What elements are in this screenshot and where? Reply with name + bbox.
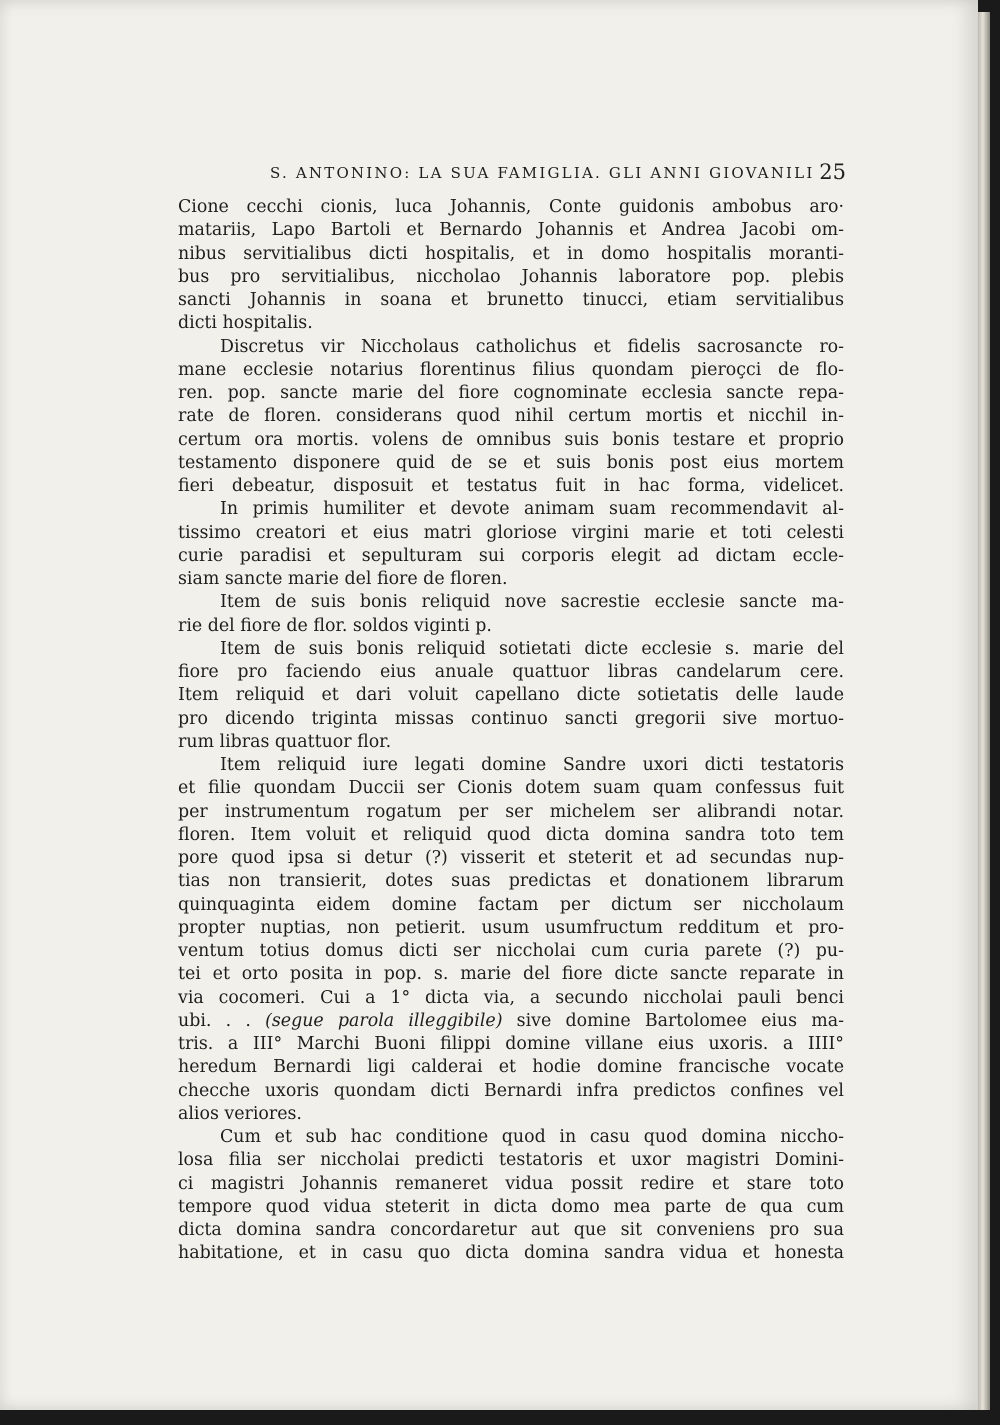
text-line: bus pro servitialibus, niccholao Johannis laboratore pop. plebis <box>178 266 844 287</box>
text-line: Item de suis bonis reliquid nove sacrestie ecclesie sancte ma- <box>220 592 844 613</box>
text-line: fiore pro faciendo eius anuale quattuor libras candelarum cere. <box>178 662 844 682</box>
page-number: 25 <box>819 160 846 184</box>
text-line: checche uxoris quondam dicti Bernardi infra predictos confines vel <box>178 1080 844 1101</box>
text-line: habitatione, et in casu quo dicta domina sandra vidua et honesta <box>178 1243 844 1264</box>
text-line: rate de floren. considerans quod nihil certum mortis et nicchil in- <box>178 406 844 427</box>
text-line: siam sancte marie del fiore de floren. <box>178 569 508 589</box>
text-line: matariis, Lapo Bartoli et Bernardo Johannis et Andrea Jacobi om- <box>178 220 844 241</box>
text-line: tei et orto posita in pop. s. marie del fiore dicte sancte reparate in <box>178 964 844 985</box>
text-line: pore quod ipsa si detur (?) visserit et steterit et ad secundas nup- <box>178 848 844 868</box>
text-line: tias non transierit, dotes suas predictas et donationem librarum <box>178 871 844 892</box>
text-line: per instrumentum rogatum per ser michelem ser alibrandi notar. <box>178 801 844 822</box>
text-fragment: sive domine Bartolomee eius ma- <box>502 1010 844 1031</box>
text-line: rum libras quattuor flor. <box>178 731 392 752</box>
text-line: dicta domina sandra concordaretur aut que sit conveniens pro sua <box>178 1220 844 1240</box>
text-fragment: ubi. . . <box>178 1010 266 1031</box>
text-line: certum ora mortis. volens de omnibus suis bonis testare et proprio <box>178 429 844 450</box>
text-line: heredum Bernardi ligi calderai et hodie domine francische vocate <box>178 1057 844 1078</box>
text-line: losa filia ser niccholai predicti testatoris et uxor magistri Domini- <box>178 1150 844 1171</box>
text-line: dicti hospitalis. <box>178 313 313 334</box>
text-line: tissimo creatori et eius matri gloriose virgini marie et toti celesti <box>178 522 844 543</box>
text-line: tris. a III° Marchi Buoni filippi domine villane eius uxoris. a IIII° <box>178 1034 844 1054</box>
text-line: ren. pop. sancte marie del fiore cognominate ecclesia sancte repa- <box>178 383 844 403</box>
text-line: via cocomeri. Cui a 1° dicta via, a secundo niccholai pauli benci <box>178 987 844 1008</box>
text-line: curie paradisi et sepulturam sui corporis elegit ad dictam eccle- <box>178 545 844 566</box>
text-line: Item reliquid iure legati domine Sandre uxori dicti testatoris <box>220 755 844 775</box>
running-title: S. ANTONINO: LA SUA FAMIGLIA. GLI ANNI GIOVANILI <box>270 164 815 182</box>
text-line: alios veriores. <box>178 1103 302 1124</box>
text-line: Cum et sub hac conditione quod in casu quod domina niccho- <box>220 1127 844 1147</box>
text-line: mane ecclesie notarius florentinus filius quondam pieroçci de flo- <box>178 359 844 380</box>
text-line: testamento disponere quid de se et suis bonis post eius mortem <box>178 452 844 473</box>
text-line: propter nuptias, non petierit. usum usumfructum redditum et pro- <box>178 917 844 938</box>
text-line: sancti Johannis in soana et brunetto tinucci, etiam servitialibus <box>178 290 844 310</box>
book-page-edge <box>978 12 990 1410</box>
text-line: tempore quod vidua steterit in dicta domo mea parte de qua cum <box>178 1196 844 1217</box>
text-line: Discretus vir Niccholaus catholichus et fidelis sacrosancte ro- <box>220 336 844 357</box>
editorial-note: (segue parola illeggibile) <box>265 1010 503 1031</box>
text-line: fieri debeatur, disposuit et testatus fuit in hac forma, videlicet. <box>178 476 844 496</box>
text-line: Item de suis bonis reliquid sotietati dicte ecclesie s. marie del <box>220 638 844 659</box>
text-line: nibus servitialibus dicti hospitalis, et in domo hospitalis moranti- <box>178 243 844 264</box>
text-line: floren. Item voluit et reliquid quod dicta domina sandra toto tem <box>178 824 844 845</box>
running-header <box>214 160 846 188</box>
text-line <box>178 1010 844 1033</box>
text-line: pro dicendo triginta missas continuo sancti gregorii sive mortuo- <box>178 708 844 729</box>
text-line: quinquaginta eidem domine factam per dictum ser niccholaum <box>178 894 844 915</box>
text-line: et filie quondam Duccii ser Cionis dotem suam quam confessus fuit <box>178 778 844 799</box>
text-line: rie del fiore de flor. soldos viginti p. <box>178 615 492 636</box>
text-line: Item reliquid et dari voluit capellano dicte sotietatis delle laude <box>178 685 844 706</box>
text-line: ventum totius domus dicti ser niccholai cum curia parete (?) pu- <box>178 941 844 961</box>
body-text <box>178 196 844 1266</box>
text-line: ci magistri Johannis remaneret vidua possit redire et stare toto <box>178 1173 844 1194</box>
text-line: Cione cecchi cionis, luca Johannis, Conte guidonis ambobus aro· <box>178 197 844 217</box>
text-line: In primis humiliter et devote animam suam recommendavit al- <box>220 499 844 520</box>
